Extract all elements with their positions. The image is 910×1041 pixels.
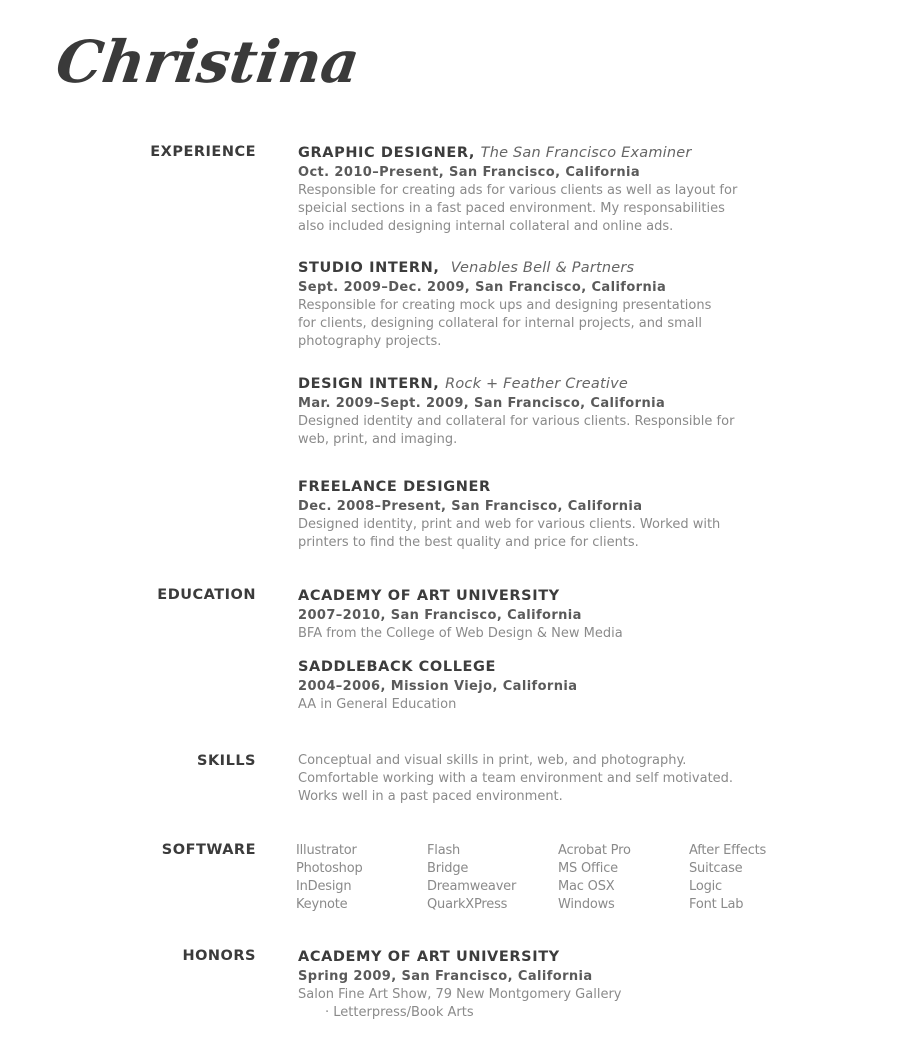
job-title: GRAPHIC DESIGNER, [298, 145, 475, 161]
software-item: After Effects [689, 843, 767, 858]
software-item: Flash [427, 843, 461, 858]
job-description-line: web, print, and imaging. [298, 432, 458, 447]
job-company: Venables Bell & Partners [450, 260, 635, 276]
school-dates-location: 2004–2006, Mission Viejo, California [298, 679, 578, 694]
school-dates-location: 2007–2010, San Francisco, California [298, 608, 582, 623]
job-title: STUDIO INTERN, [298, 260, 440, 276]
software-item: QuarkXPress [427, 897, 508, 912]
software-item: Illustrator [296, 843, 357, 858]
section-label-skills: SKILLS [197, 753, 256, 769]
section-label-honors: HONORS [182, 948, 256, 964]
honor-institution: ACADEMY OF ART UNIVERSITY [298, 949, 560, 965]
software-item: Photoshop [296, 861, 363, 876]
section-label-education: EDUCATION [157, 587, 256, 603]
job-description-line: photography projects. [298, 334, 442, 349]
job-title-line [298, 144, 858, 163]
software-item: Dreamweaver [427, 879, 517, 894]
job-title: DESIGN INTERN, [298, 376, 440, 392]
resume-name: Christina [52, 28, 364, 96]
education-entry [298, 587, 858, 643]
job-description-line: printers to find the best quality and price for clients. [298, 535, 639, 550]
honor-dates-location: Spring 2009, San Francisco, California [298, 969, 593, 984]
software-item: MS Office [558, 861, 618, 876]
school-degree: AA in General Education [298, 697, 457, 712]
software-item: Suitcase [689, 861, 743, 876]
honor-description: Salon Fine Art Show, 79 New Montgomery Gallery [298, 987, 622, 1002]
job-title-line [298, 375, 858, 394]
job-description-line: Designed identity, print and web for various clients. Worked with [298, 517, 721, 532]
experience-entry [298, 478, 858, 552]
honor-detail: · Letterpress/Book Arts [325, 1005, 474, 1020]
job-title: FREELANCE DESIGNER [298, 479, 491, 495]
job-description-line: Designed identity and collateral for various clients. Responsible for [298, 414, 735, 429]
software-item: Font Lab [689, 897, 744, 912]
skill-line: Works well in a past paced environment. [298, 789, 563, 804]
school-degree: BFA from the College of Web Design & New Media [298, 626, 623, 641]
software-item: Mac OSX [558, 879, 615, 894]
software-item: InDesign [296, 879, 352, 894]
software-grid [296, 842, 820, 914]
job-dates-location: Oct. 2010–Present, San Francisco, California [298, 165, 641, 180]
skill-line: Comfortable working with a team environment and self motivated. [298, 771, 734, 786]
school-name: ACADEMY OF ART UNIVERSITY [298, 588, 560, 604]
experience-entry [298, 259, 858, 351]
experience-entry [298, 375, 858, 449]
school-name: SADDLEBACK COLLEGE [298, 659, 497, 675]
skills-list [298, 752, 858, 806]
job-title-line [298, 259, 858, 278]
software-item: Acrobat Pro [558, 843, 631, 858]
job-description-line: speicial sections in a fast paced environment. My responsabilities [298, 201, 725, 216]
honors-entry [298, 948, 858, 1022]
job-dates-location: Sept. 2009–Dec. 2009, San Francisco, California [298, 280, 667, 295]
software-item: Windows [558, 897, 615, 912]
software-item: Bridge [427, 861, 469, 876]
job-description-line: Responsible for creating ads for various clients as well as layout for [298, 183, 738, 198]
section-label-software: SOFTWARE [161, 842, 256, 858]
education-entry [298, 658, 858, 714]
job-dates-location: Dec. 2008–Present, San Francisco, California [298, 499, 643, 514]
job-description-line: Responsible for creating mock ups and designing presentations [298, 298, 712, 313]
skill-line: Conceptual and visual skills in print, web, and photography. [298, 753, 687, 768]
experience-entry [298, 144, 858, 236]
job-dates-location: Mar. 2009–Sept. 2009, San Francisco, California [298, 396, 666, 411]
job-description-line: also included designing internal collateral and online ads. [298, 219, 674, 234]
job-description-line: for clients, designing collateral for internal projects, and small [298, 316, 702, 331]
section-label-experience: EXPERIENCE [150, 144, 256, 160]
job-company: Rock + Feather Creative [445, 376, 628, 392]
job-company: The San Francisco Examiner [480, 145, 692, 161]
software-item: Logic [689, 879, 722, 894]
software-item: Keynote [296, 897, 348, 912]
